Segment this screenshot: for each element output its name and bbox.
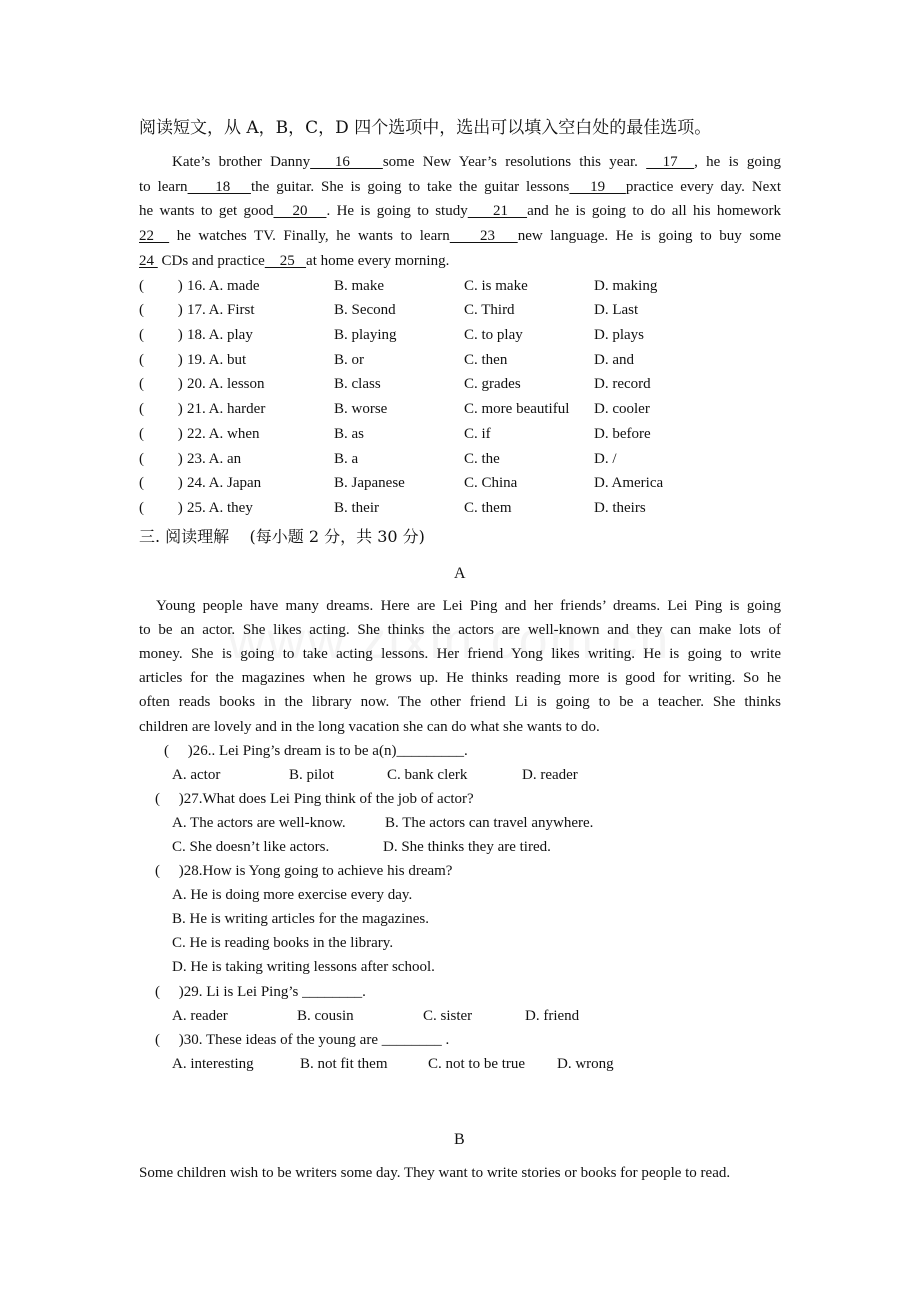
cloze-q16-option-a: 16. A. made bbox=[187, 278, 260, 294]
cloze-q22-option-a: 22. A. when bbox=[187, 426, 260, 442]
cloze-q16-option-b: B. make bbox=[334, 278, 384, 294]
cloze-q17-option-c: C. Third bbox=[464, 302, 515, 318]
question-28-option-a: A. He is doing more exercise every day. bbox=[172, 887, 413, 903]
question-29-option-d: D. friend bbox=[525, 1008, 580, 1024]
passage-a-line: articles for the magazines when he grows up. He thinks reading more is good for writing. So he bbox=[139, 670, 781, 686]
cloze-q19-answer-paren: ( ) bbox=[139, 352, 183, 368]
cloze-q18-answer-paren: ( ) bbox=[139, 327, 183, 343]
question-28-stem: ( )28.How is Yong going to achieve his dream? bbox=[155, 863, 453, 879]
cloze-q19-option-d: D. and bbox=[594, 352, 634, 368]
question-26-option-c: C. bank clerk bbox=[387, 767, 468, 783]
cloze-q19-option-a: 19. A. but bbox=[187, 352, 247, 368]
cloze-q21-answer-paren: ( ) bbox=[139, 401, 183, 417]
passage-a-line: children are lovely and in the long vacation she can do what she wants to do. bbox=[139, 719, 600, 735]
question-26-option-b: B. pilot bbox=[289, 767, 335, 783]
cloze-q17-option-a: 17. A. First bbox=[187, 302, 255, 318]
question-30-option-c: C. not to be true bbox=[428, 1056, 526, 1072]
watermark bbox=[228, 611, 670, 671]
cloze-line-5: 24 CDs and practice 25 at home every morning. bbox=[139, 253, 450, 269]
cloze-q18-option-a: 18. A. play bbox=[187, 327, 253, 343]
cloze-q18-option-c: C. to play bbox=[464, 327, 523, 343]
cloze-q25-option-a: 25. A. they bbox=[187, 500, 253, 516]
cloze-q19-option-c: C. then bbox=[464, 352, 508, 368]
cloze-q24-answer-paren: ( ) bbox=[139, 475, 183, 491]
question-27-option-a: A. The actors are well-know. bbox=[172, 815, 346, 831]
cloze-q18-option-d: D. plays bbox=[594, 327, 644, 343]
cloze-q25-option-c: C. them bbox=[464, 500, 512, 516]
cloze-q25-option-b: B. their bbox=[334, 500, 379, 516]
cloze-q24-option-a: 24. A. Japan bbox=[187, 475, 262, 491]
cloze-q23-option-a: 23. A. an bbox=[187, 451, 242, 467]
question-26-option-a: A. actor bbox=[172, 767, 221, 783]
question-30-stem: ( )30. These ideas of the young are ________ . bbox=[155, 1032, 450, 1048]
question-28-option-b: B. He is writing articles for the magazines. bbox=[172, 911, 430, 927]
question-27-stem: ( )27.What does Lei Ping think of the job of actor? bbox=[155, 791, 474, 807]
cloze-q23-option-d: D. / bbox=[594, 451, 617, 467]
cloze-q20-option-c: C. grades bbox=[464, 376, 521, 392]
question-27-option-b: B. The actors can travel anywhere. bbox=[385, 815, 594, 831]
question-28-option-c: C. He is reading books in the library. bbox=[172, 935, 394, 951]
question-30-option-d: D. wrong bbox=[557, 1056, 614, 1072]
passage-a-line: often reads books in the library now. The other friend Li is going to be a teacher. She thinks bbox=[139, 694, 781, 710]
cloze-q22-option-d: D. before bbox=[594, 426, 651, 442]
passage-a-line: to be an actor. She likes acting. She thinks the actors are well-known and they can make lots of bbox=[139, 622, 781, 638]
cloze-q20-option-a: 20. A. lesson bbox=[187, 376, 265, 392]
cloze-q17-option-b: B. Second bbox=[334, 302, 396, 318]
cloze-q21-option-a: 21. A. harder bbox=[187, 401, 266, 417]
cloze-q23-option-c: C. the bbox=[464, 451, 500, 467]
cloze-q25-option-d: D. theirs bbox=[594, 500, 646, 516]
question-28-option-d: D. He is taking writing lessons after school. bbox=[172, 959, 435, 975]
cloze-q25-answer-paren: ( ) bbox=[139, 500, 183, 516]
cloze-line-2: to learn 18 the guitar. She is going to take the guitar lessons 19 practice every day. Next bbox=[139, 179, 781, 195]
cloze-q22-answer-paren: ( ) bbox=[139, 426, 183, 442]
cloze-q23-option-b: B. a bbox=[334, 451, 359, 467]
question-29-stem: ( )29. Li is Lei Ping’s ________. bbox=[155, 984, 366, 1000]
passage-a-title: A bbox=[454, 565, 466, 582]
cloze-q16-option-d: D. making bbox=[594, 278, 658, 294]
question-29-option-a: A. reader bbox=[172, 1008, 228, 1024]
cloze-q22-option-b: B. as bbox=[334, 426, 364, 442]
cloze-q24-option-b: B. Japanese bbox=[334, 475, 405, 491]
question-26-option-d: D. reader bbox=[522, 767, 578, 783]
passage-b-line: Some children wish to be writers some day. They want to write stories or books for people to read. bbox=[139, 1165, 731, 1181]
cloze-q22-option-c: C. if bbox=[464, 426, 491, 442]
section-heading: 三. 阅读理解 (每小题 2 分，共 30 分) bbox=[139, 527, 425, 546]
question-26-stem: ( )26.. Lei Ping’s dream is to be a(n)_________. bbox=[164, 743, 468, 759]
cloze-q21-option-d: D. cooler bbox=[594, 401, 650, 417]
passage-a-line: Young people have many dreams. Here are Lei Ping and her friends’ dreams. Lei Ping is going bbox=[156, 598, 781, 614]
cloze-q17-option-d: D. Last bbox=[594, 302, 639, 318]
instruction: 阅读短文，从 A，B，C，D 四个选项中，选出可以填入空白处的最佳选项。 bbox=[139, 118, 712, 138]
question-27-option-d: D. She thinks they are tired. bbox=[383, 839, 551, 855]
question-29-option-c: C. sister bbox=[423, 1008, 473, 1024]
question-29-option-b: B. cousin bbox=[297, 1008, 354, 1024]
passage-a-line: money. She is going to take acting lessons. Her friend Yong likes writing. He is going to write bbox=[139, 646, 781, 662]
cloze-q24-option-c: C. China bbox=[464, 475, 518, 491]
passage-b-title: B bbox=[454, 1131, 465, 1148]
cloze-q20-answer-paren: ( ) bbox=[139, 376, 183, 392]
cloze-q18-option-b: B. playing bbox=[334, 327, 397, 343]
question-27-option-c: C. She doesn’t like actors. bbox=[172, 839, 330, 855]
cloze-q21-option-b: B. worse bbox=[334, 401, 388, 417]
cloze-q17-answer-paren: ( ) bbox=[139, 302, 183, 318]
cloze-q20-option-d: D. record bbox=[594, 376, 651, 392]
cloze-q16-option-c: C. is make bbox=[464, 278, 528, 294]
cloze-q16-answer-paren: ( ) bbox=[139, 278, 183, 294]
cloze-line-1: Kate’s brother Danny 16 some New Year’s resolutions this year. 17 , he is going bbox=[172, 154, 781, 170]
cloze-q24-option-d: D. America bbox=[594, 475, 664, 491]
cloze-q19-option-b: B. or bbox=[334, 352, 364, 368]
cloze-line-3: he wants to get good 20 . He is going to study 21 and he is going to do all his homework bbox=[139, 203, 782, 219]
question-30-option-b: B. not fit them bbox=[300, 1056, 388, 1072]
cloze-q21-option-c: C. more beautiful bbox=[464, 401, 570, 417]
cloze-q23-answer-paren: ( ) bbox=[139, 451, 183, 467]
question-30-option-a: A. interesting bbox=[172, 1056, 254, 1072]
cloze-q20-option-b: B. class bbox=[334, 376, 381, 392]
cloze-line-4: 22 he watches TV. Finally, he wants to learn 23 new language. He is going to buy some bbox=[139, 228, 782, 244]
